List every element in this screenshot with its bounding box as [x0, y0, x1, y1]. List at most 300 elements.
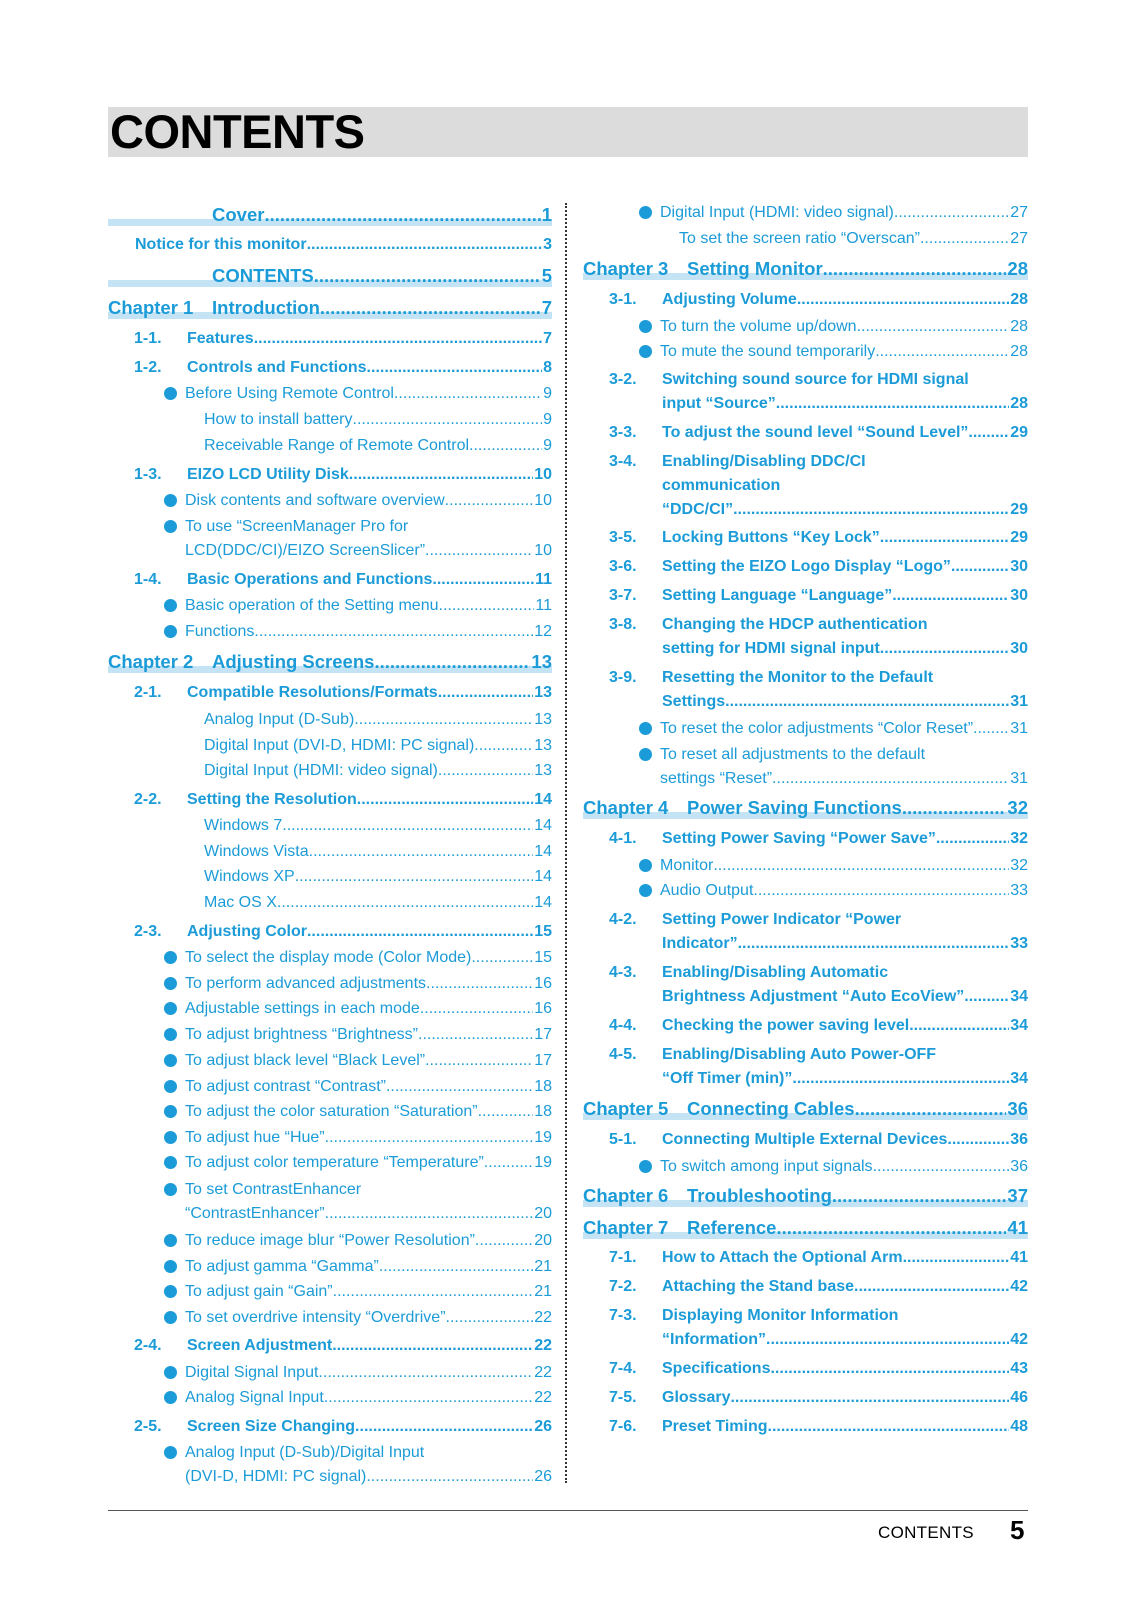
- toc-entry[interactable]: [108, 1281, 552, 1303]
- toc-entry[interactable]: [583, 1387, 1028, 1409]
- dot-leader: [254, 621, 533, 643]
- entry-title: Indicator”: [662, 935, 738, 952]
- entry-text-wrap: [185, 1203, 533, 1225]
- page-number: 17: [534, 1026, 552, 1043]
- toc-entry[interactable]: [108, 490, 552, 512]
- toc-entry[interactable]: [108, 1416, 552, 1438]
- dot-leader: [445, 490, 534, 512]
- toc-entry[interactable]: [108, 357, 552, 379]
- toc-entry[interactable]: [583, 691, 1028, 713]
- page-number: 10: [534, 492, 552, 509]
- toc-entry[interactable]: [583, 1129, 1028, 1151]
- entry-text-wrap: [108, 435, 542, 457]
- toc-entry[interactable]: [583, 1358, 1028, 1380]
- dot-leader: [855, 1097, 1007, 1121]
- entry-text-wrap: [185, 1127, 533, 1149]
- toc-entry[interactable]: [583, 451, 1028, 473]
- toc-entry[interactable]: [108, 1050, 552, 1072]
- toc-entry[interactable]: [583, 475, 1028, 497]
- entry-title: Specifications: [662, 1360, 771, 1377]
- entry-text-wrap: [185, 1230, 533, 1252]
- entry-title: Receivable Range of Remote Control: [204, 437, 470, 454]
- page-number: 36: [1007, 1098, 1028, 1119]
- entry-text-wrap: [108, 709, 533, 731]
- toc-entry[interactable]: [108, 973, 552, 995]
- entry-title: Analog Signal Input: [185, 1389, 324, 1406]
- entry-text-wrap: [662, 1416, 1009, 1438]
- toc-entry[interactable]: [108, 409, 552, 431]
- toc-entry[interactable]: [108, 540, 552, 562]
- toc-entry[interactable]: [108, 1230, 552, 1252]
- toc-entry[interactable]: [583, 768, 1028, 790]
- entry-number: Chapter 1: [108, 297, 194, 318]
- dot-leader: [307, 234, 543, 256]
- page-number: 14: [534, 868, 552, 885]
- page-number: 13: [534, 711, 552, 728]
- bullet-icon: [164, 1183, 177, 1196]
- page-number: 32: [1010, 830, 1028, 847]
- entry-title: Locking Buttons “Key Lock”: [662, 529, 880, 546]
- page-number: 5: [541, 265, 552, 286]
- toc-entry[interactable]: [583, 228, 1028, 250]
- toc-entry[interactable]: [108, 998, 552, 1020]
- bullet-icon: [164, 977, 177, 990]
- entry-number: 3-3.: [609, 424, 637, 441]
- entry-title: Setting Monitor: [687, 258, 823, 279]
- entry-title: Introduction: [212, 297, 320, 318]
- toc-entry[interactable]: [108, 1256, 552, 1278]
- toc-entry[interactable]: [583, 393, 1028, 415]
- page-number: 27: [1010, 230, 1028, 247]
- page-number: 33: [1010, 935, 1028, 952]
- entry-title: LCD(DDC/CI)/EIZO ScreenSlicer”: [185, 542, 426, 559]
- entry-number: 7-3.: [609, 1307, 637, 1324]
- entry-text-wrap: [687, 257, 1006, 281]
- toc-entry[interactable]: [108, 841, 552, 863]
- page-number: 26: [534, 1418, 552, 1435]
- toc-entry[interactable]: [583, 369, 1028, 391]
- toc-entry[interactable]: [583, 638, 1028, 660]
- toc-entry[interactable]: [108, 1024, 552, 1046]
- dot-leader: [951, 556, 1009, 578]
- entry-title: Monitor: [660, 857, 714, 874]
- page-number: 12: [534, 623, 552, 640]
- toc-entry[interactable]: [108, 1101, 552, 1123]
- toc-entry[interactable]: [108, 621, 552, 643]
- entry-text-wrap: [662, 422, 1009, 444]
- entry-title: “DDC/CI”: [662, 501, 734, 518]
- entry-number: Chapter 7: [583, 1217, 669, 1238]
- entry-number: 2-2.: [134, 791, 162, 808]
- toc-entry[interactable]: [108, 569, 552, 591]
- toc-entry[interactable]: [108, 435, 552, 457]
- toc-entry[interactable]: [108, 1203, 552, 1225]
- bullet-icon: [164, 625, 177, 638]
- entry-text-wrap: [662, 499, 1009, 521]
- toc-entry[interactable]: [583, 202, 1028, 224]
- toc-entry[interactable]: [108, 1307, 552, 1329]
- toc-entry[interactable]: [583, 499, 1028, 521]
- page-number: 3: [543, 236, 552, 253]
- toc-entry[interactable]: [583, 527, 1028, 549]
- dot-leader: [264, 203, 540, 227]
- entry-text-wrap: [687, 1184, 1006, 1208]
- entry-title: Troubleshooting: [687, 1185, 832, 1206]
- dot-leader: [318, 1362, 533, 1384]
- entry-title: Digital Input (DVI-D, HDMI: PC signal): [204, 737, 475, 754]
- toc-entry[interactable]: [108, 947, 552, 969]
- toc-entry[interactable]: [108, 709, 552, 731]
- toc-entry[interactable]: [108, 1362, 552, 1384]
- entry-text-wrap: [108, 841, 533, 863]
- page-number: 15: [534, 949, 552, 966]
- dot-leader: [471, 947, 533, 969]
- dot-leader: [386, 1076, 533, 1098]
- entry-number: 4-2.: [609, 911, 637, 928]
- entry-text-wrap: [187, 1416, 533, 1438]
- entry-number: 3-6.: [609, 558, 637, 575]
- toc-entry[interactable]: [583, 909, 1028, 931]
- entry-number: 7-1.: [609, 1249, 637, 1266]
- entry-title: To mute the sound temporarily: [660, 343, 876, 360]
- toc-entry[interactable]: [108, 650, 552, 674]
- toc-entry[interactable]: [108, 1152, 552, 1174]
- dot-leader: [418, 1024, 533, 1046]
- toc-entry[interactable]: [108, 234, 552, 256]
- toc-entry[interactable]: [583, 718, 1028, 740]
- bullet-icon: [164, 599, 177, 612]
- entry-title: Preset Timing: [662, 1418, 768, 1435]
- entry-title: Digital Input (HDMI: video signal): [204, 762, 438, 779]
- page-number: 36: [1010, 1158, 1028, 1175]
- entry-text-wrap: [660, 744, 1028, 766]
- toc-entry[interactable]: [108, 1387, 552, 1409]
- page-number: 31: [1010, 720, 1028, 737]
- toc-entry[interactable]: [108, 328, 552, 350]
- entry-title: To adjust hue “Hue”: [185, 1129, 325, 1146]
- entry-text-wrap: [187, 464, 533, 486]
- entry-title: Notice for this monitor: [135, 236, 307, 253]
- entry-text-wrap: [662, 909, 1028, 931]
- dot-leader: [920, 228, 1009, 250]
- toc-entry[interactable]: [108, 1335, 552, 1357]
- page-number: 9: [543, 385, 552, 402]
- entry-number: Chapter 2: [108, 651, 194, 672]
- toc-entry[interactable]: [108, 296, 552, 320]
- page-number: 7: [543, 330, 552, 347]
- toc-entry[interactable]: [583, 744, 1028, 766]
- toc-entry[interactable]: [583, 1216, 1028, 1240]
- entry-title: Adjusting Volume: [662, 291, 797, 308]
- entry-title: Functions: [185, 623, 255, 640]
- toc-entry[interactable]: [583, 289, 1028, 311]
- entry-text-wrap: [185, 490, 533, 512]
- dot-leader: [776, 1216, 1006, 1240]
- entry-text-wrap: [662, 1358, 1009, 1380]
- entry-text-wrap: [212, 296, 541, 320]
- toc-entry[interactable]: [583, 1015, 1028, 1037]
- entry-title: Digital Signal Input: [185, 1364, 319, 1381]
- toc-entry[interactable]: [583, 1044, 1028, 1066]
- entry-number: 3-5.: [609, 529, 637, 546]
- entry-title: How to install battery: [204, 411, 353, 428]
- entry-text-wrap: [185, 1281, 533, 1303]
- toc-entry[interactable]: [108, 760, 552, 782]
- footer-rule: [108, 1510, 1028, 1511]
- entry-title: To switch among input signals: [660, 1158, 873, 1175]
- entry-text-wrap: [660, 718, 1009, 740]
- toc-entry[interactable]: [108, 735, 552, 757]
- entry-text-wrap: [662, 986, 1009, 1008]
- page-number: 11: [535, 597, 552, 614]
- entry-title: Digital Input (HDMI: video signal): [660, 204, 894, 221]
- entry-text-wrap: [662, 1276, 1009, 1298]
- entry-text-wrap: [660, 855, 1009, 877]
- entry-text-wrap: [212, 203, 541, 227]
- entry-number: 3-2.: [609, 371, 637, 388]
- entry-text-wrap: [660, 202, 1009, 224]
- dot-leader: [438, 760, 533, 782]
- entry-title: To reset all adjustments to the default: [660, 746, 926, 763]
- toc-entry[interactable]: [108, 264, 552, 288]
- entry-text-wrap: [187, 682, 533, 704]
- page-number: 21: [534, 1258, 552, 1275]
- dot-leader: [432, 569, 534, 591]
- entry-number: Chapter 6: [583, 1185, 669, 1206]
- bullet-icon: [639, 722, 652, 735]
- toc-entry[interactable]: [108, 203, 552, 227]
- dot-leader: [277, 892, 533, 914]
- toc-entry[interactable]: [583, 257, 1028, 281]
- entry-title: Screen Adjustment: [187, 1337, 333, 1354]
- toc-entry[interactable]: [583, 1305, 1028, 1327]
- toc-entry[interactable]: [583, 1247, 1028, 1269]
- dot-leader: [367, 357, 543, 379]
- entry-text-wrap: [687, 1216, 1006, 1240]
- footer-page-number: 5: [1010, 1515, 1025, 1545]
- toc-entry[interactable]: [583, 1416, 1028, 1438]
- entry-number: 1-3.: [134, 466, 162, 483]
- entry-title: To adjust the sound level “Sound Level”: [662, 424, 969, 441]
- entry-number: 7-2.: [609, 1278, 637, 1295]
- toc-entry[interactable]: [583, 1097, 1028, 1121]
- toc-entry[interactable]: [583, 796, 1028, 820]
- entry-title: To adjust black level “Black Level”: [185, 1052, 426, 1069]
- entry-text-wrap: [660, 316, 1009, 338]
- entry-title: Setting Power Saving “Power Save”: [662, 830, 936, 847]
- toc-entry[interactable]: [583, 1068, 1028, 1090]
- bullet-icon: [164, 1311, 177, 1324]
- entry-text-wrap: [185, 973, 533, 995]
- toc-entry[interactable]: [583, 880, 1028, 902]
- dot-leader: [797, 289, 1009, 311]
- entry-number: 3-4.: [609, 453, 637, 470]
- dot-leader: [909, 1015, 1009, 1037]
- bullet-icon: [164, 1234, 177, 1247]
- page-number: 18: [534, 1103, 552, 1120]
- toc-entry[interactable]: [108, 892, 552, 914]
- toc-entry[interactable]: [108, 464, 552, 486]
- dot-leader: [770, 1358, 1009, 1380]
- entry-text-wrap: [662, 1387, 1009, 1409]
- entry-title: Adjustable settings in each mode: [185, 1000, 420, 1017]
- page-number: 21: [534, 1283, 552, 1300]
- dot-leader: [353, 409, 543, 431]
- toc-entry[interactable]: [583, 1156, 1028, 1178]
- toc-entry[interactable]: [583, 828, 1028, 850]
- page-number: 41: [1010, 1249, 1028, 1266]
- entry-text-wrap: [662, 369, 1028, 391]
- entry-title: Connecting Multiple External Devices: [662, 1131, 948, 1148]
- page-number: 29: [1010, 424, 1028, 441]
- entry-text-wrap: [185, 595, 534, 617]
- dot-leader: [823, 257, 1007, 281]
- toc-entry[interactable]: [583, 585, 1028, 607]
- entry-title: To adjust gamma “Gamma”: [185, 1258, 379, 1275]
- entry-title: “Information”: [662, 1331, 766, 1348]
- entry-text-wrap: [185, 1307, 533, 1329]
- page-number: 22: [534, 1389, 552, 1406]
- dot-leader: [854, 1276, 1009, 1298]
- toc-entry[interactable]: [583, 422, 1028, 444]
- toc-entry[interactable]: [108, 1127, 552, 1149]
- page-number: 28: [1010, 395, 1028, 412]
- dot-leader: [776, 393, 1009, 415]
- entry-text-wrap: [185, 540, 533, 562]
- page-number: 15: [534, 923, 552, 940]
- toc-entry[interactable]: [583, 316, 1028, 338]
- entry-text-wrap: [185, 1101, 533, 1123]
- entry-title: setting for HDMI signal input: [662, 640, 880, 657]
- dot-leader: [446, 1307, 534, 1329]
- dot-leader: [733, 499, 1009, 521]
- dot-leader: [332, 1335, 533, 1357]
- entry-text-wrap: [662, 828, 1009, 850]
- toc-entry[interactable]: [583, 341, 1028, 363]
- dot-leader: [295, 866, 534, 888]
- toc-entry[interactable]: [583, 933, 1028, 955]
- page-number: 43: [1010, 1360, 1028, 1377]
- toc-entry[interactable]: [583, 667, 1028, 689]
- entry-title: Controls and Functions: [187, 359, 367, 376]
- dot-leader: [325, 1127, 534, 1149]
- entry-title: Analog Input (D-Sub)/Digital Input: [185, 1444, 425, 1461]
- entry-title: input “Source”: [662, 395, 776, 412]
- entry-text-wrap: [212, 650, 530, 674]
- entry-text-wrap: [185, 1152, 533, 1174]
- page-number: 28: [1010, 291, 1028, 308]
- entry-text-wrap: [185, 947, 533, 969]
- entry-number: 7-6.: [609, 1418, 637, 1435]
- dot-leader: [320, 296, 541, 320]
- entry-number: 7-5.: [609, 1389, 637, 1406]
- entry-title: Brightness Adjustment “Auto EcoView”: [662, 988, 965, 1005]
- entry-text-wrap: [187, 1335, 533, 1357]
- entry-number: Chapter 3: [583, 258, 669, 279]
- entry-number: 2-4.: [134, 1337, 162, 1354]
- dot-leader: [725, 691, 1009, 713]
- page-number: 19: [534, 1129, 552, 1146]
- page-number: 31: [1010, 693, 1028, 710]
- bullet-icon: [639, 320, 652, 333]
- entry-title: To use “ScreenManager Pro for: [185, 518, 409, 535]
- page-number: 9: [543, 437, 552, 454]
- toc-entry[interactable]: [583, 1184, 1028, 1208]
- toc-entry[interactable]: [583, 614, 1028, 636]
- toc-entry[interactable]: [108, 1442, 552, 1464]
- toc-entry[interactable]: [108, 789, 552, 811]
- entry-text-wrap: [185, 998, 533, 1020]
- toc-entry[interactable]: [108, 516, 552, 538]
- entry-number: 4-5.: [609, 1046, 637, 1063]
- entry-title: settings “Reset”: [660, 770, 773, 787]
- toc-entry[interactable]: [108, 866, 552, 888]
- page-number: 31: [1010, 770, 1028, 787]
- entry-text-wrap: [662, 933, 1009, 955]
- dot-leader: [478, 1101, 534, 1123]
- toc-entry[interactable]: [108, 921, 552, 943]
- toc-entry[interactable]: [108, 1179, 552, 1201]
- bullet-icon: [164, 1260, 177, 1273]
- dot-leader: [366, 1466, 533, 1488]
- bullet-icon: [164, 1391, 177, 1404]
- entry-title: How to Attach the Optional Arm: [662, 1249, 903, 1266]
- entry-text-wrap: [660, 768, 1009, 790]
- toc-entry[interactable]: [583, 556, 1028, 578]
- entry-title: To adjust gain “Gain”: [185, 1283, 333, 1300]
- entry-number: 2-1.: [134, 684, 162, 701]
- page-number: 18: [534, 1078, 552, 1095]
- dot-leader: [354, 709, 533, 731]
- bullet-icon: [164, 1028, 177, 1041]
- toc-entry[interactable]: [108, 383, 552, 405]
- dot-leader: [792, 1068, 1009, 1090]
- page-number: 28: [1010, 343, 1028, 360]
- toc-entry[interactable]: [583, 962, 1028, 984]
- dot-leader: [875, 341, 1009, 363]
- entry-text-wrap: [662, 475, 1028, 497]
- toc-entry[interactable]: [583, 986, 1028, 1008]
- entry-text-wrap: [185, 1076, 533, 1098]
- dot-leader: [324, 1387, 533, 1409]
- toc-entry[interactable]: [583, 1276, 1028, 1298]
- entry-title: Windows Vista: [204, 843, 309, 860]
- entry-title: Setting Power Indicator “Power: [662, 911, 902, 928]
- dot-leader: [425, 1050, 533, 1072]
- toc-entry[interactable]: [108, 595, 552, 617]
- entry-title: To adjust contrast “Contrast”: [185, 1078, 386, 1095]
- toc-entry[interactable]: [108, 815, 552, 837]
- dot-leader: [873, 1156, 1010, 1178]
- entry-title: Analog Input (D-Sub): [204, 711, 355, 728]
- toc-entry[interactable]: [108, 682, 552, 704]
- entry-title: To set ContrastEnhancer: [185, 1181, 362, 1198]
- entry-title: Resetting the Monitor to the Default: [662, 669, 934, 686]
- entry-text-wrap: [662, 638, 1009, 660]
- dot-leader: [892, 585, 1009, 607]
- toc-entry[interactable]: [583, 1329, 1028, 1351]
- page-number: 10: [534, 466, 552, 483]
- page-number: 10: [534, 542, 552, 559]
- page-number: 34: [1010, 988, 1028, 1005]
- toc-entry[interactable]: [583, 855, 1028, 877]
- toc-entry[interactable]: [108, 1466, 552, 1488]
- page-number: 14: [534, 791, 552, 808]
- entry-text-wrap: [108, 735, 533, 757]
- entry-number: 3-8.: [609, 616, 637, 633]
- toc-entry[interactable]: [108, 1076, 552, 1098]
- entry-number: 1-1.: [134, 330, 162, 347]
